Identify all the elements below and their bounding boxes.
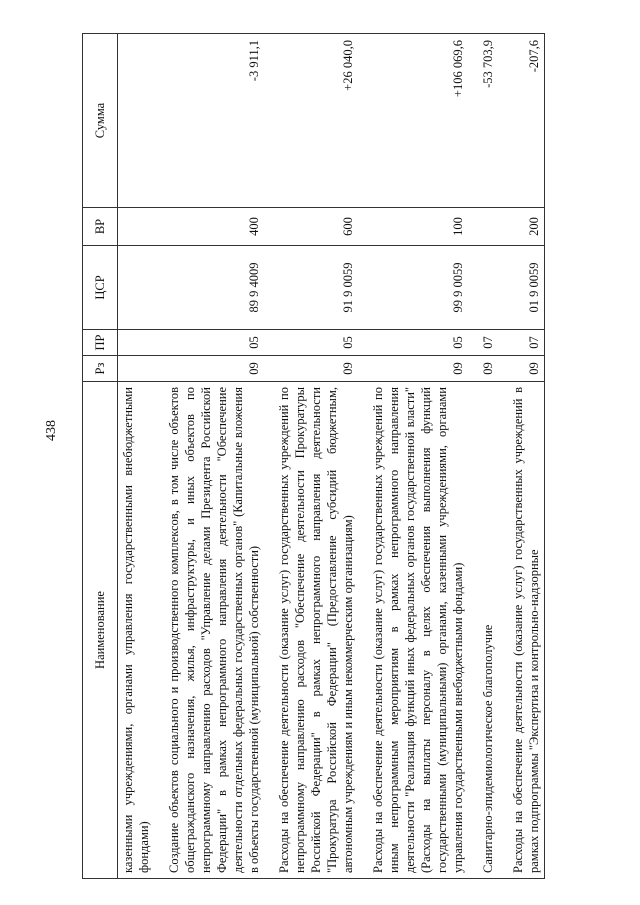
page-number: 438 xyxy=(44,420,59,441)
row-csr: 89 9 4009 xyxy=(164,246,264,330)
row-rz: 09 xyxy=(164,356,264,382)
column-header-sum: Сумма xyxy=(83,34,118,208)
row-csr: 01 9 0059 xyxy=(508,246,545,330)
budget-table xyxy=(82,33,545,879)
row-csr: 91 9 0059 xyxy=(274,246,358,330)
row-sum: +26 040,0 xyxy=(274,34,358,208)
row-name: Создание объектов социального и производственного комплексов, в том числе объектов общегражданского назначения, жилья, инфраструктуры, и иных объектов по непрограммному направлению расходов "Управление делами Президента Российской Федерации" в рамках непрограммного направления деятельности "Обеспечение деятельности отдельных федеральных государственных органов" (Капитальные вложения в объекты государственной (муниципальной) собственности) xyxy=(164,382,264,879)
column-header-name: Наименование xyxy=(83,382,118,879)
table-header-row xyxy=(83,34,118,879)
row-pr xyxy=(118,330,155,356)
column-header-vr: ВР xyxy=(83,208,118,246)
row-sum: -3 911,1 xyxy=(164,34,264,208)
row-pr: 05 xyxy=(164,330,264,356)
table-row xyxy=(164,34,264,879)
row-name: Расходы на обеспечение деятельности (оказание услуг) государственных учреждений в рамках подпрограммы "Экспертиза и контрольно-надзорные xyxy=(508,382,545,879)
row-vr xyxy=(478,208,498,246)
row-sum xyxy=(118,34,155,208)
row-sum: -207,6 xyxy=(508,34,545,208)
table-row xyxy=(274,34,358,879)
row-vr: 400 xyxy=(164,208,264,246)
row-csr xyxy=(478,246,498,330)
row-pr: 07 xyxy=(508,330,545,356)
table-row xyxy=(508,34,545,879)
row-name: казенными учреждениями, органами управления государственными внебюджетными фондами) xyxy=(118,382,155,879)
row-pr: 05 xyxy=(274,330,358,356)
row-name: Санитарно-эпидемиологическое благополучие xyxy=(478,382,498,879)
row-rz: 09 xyxy=(478,356,498,382)
row-sum: -53 703,9 xyxy=(478,34,498,208)
row-rz xyxy=(118,356,155,382)
row-name: Расходы на обеспечение деятельности (оказание услуг) государственных учреждений по иным непрограммным мероприятиям в рамках непрограммного направления деятельности "Реализация функций иных федеральных органов государственной власти" (Расходы на выплаты персоналу в целях обеспечения выполнения функций государственными (муниципальными) органами, казенными учреждениями, органами управления государственными внебюджетными фондами) xyxy=(368,382,468,879)
row-name: Расходы на обеспечение деятельности (оказание услуг) государственных учреждений по непрограммному направлению расходов "Обеспечение деятельности Прокуратуры Российской Федерации" в рамках непрограммного направления деятельности "Прокуратура Российской Федерации" (Предоставление субсидий бюджетным, автономным учреждениям и иным некоммерческим организациям) xyxy=(274,382,358,879)
row-vr xyxy=(118,208,155,246)
budget-table-sheet xyxy=(82,34,637,879)
table-row xyxy=(368,34,468,879)
row-vr: 100 xyxy=(368,208,468,246)
row-sum: +106 069,6 xyxy=(368,34,468,208)
row-vr: 600 xyxy=(274,208,358,246)
row-rz: 09 xyxy=(508,356,545,382)
row-vr: 200 xyxy=(508,208,545,246)
row-pr: 05 xyxy=(368,330,468,356)
table-row xyxy=(118,34,155,879)
row-rz: 09 xyxy=(274,356,358,382)
column-header-csr: ЦСР xyxy=(83,246,118,330)
table-row xyxy=(478,34,498,879)
row-csr xyxy=(118,246,155,330)
row-rz: 09 xyxy=(368,356,468,382)
column-header-rz: Рз xyxy=(83,356,118,382)
row-csr: 99 9 0059 xyxy=(368,246,468,330)
row-pr: 07 xyxy=(478,330,498,356)
column-header-pr: ПР xyxy=(83,330,118,356)
